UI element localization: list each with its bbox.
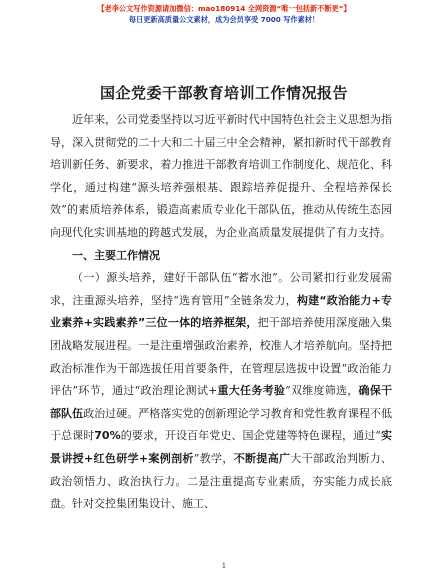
document-body <box>50 109 392 516</box>
bold-emphasis: 不断提高广 <box>233 451 291 465</box>
promo-banner <box>0 3 448 25</box>
bold-emphasis: 70% <box>94 429 121 443</box>
section-heading-main-work: 一、主要工作情况 <box>72 248 160 262</box>
intro-paragraph: 近年来，公司党委坚持以习近平新时代中国特色社会主义思想为指导，深入贯彻党的二十大和二十届三中全会精神，紧扣新时代干部教育培训新任务、新要求，着力推进干部教育培训工作制度化、规范化、科学化，通过构建“源头培养强根基、跟踪培养促提升、全程培养保长效”的素质培养体系，锻造高素质专业化干部队伍，推动从传统生态园向现代化实训基地的跨越式发展，为企业高质量发展提供了有力支持。 <box>50 113 392 239</box>
paragraph-text: 大干部政治判断力、政治领悟力、政治执行力。二是注重提高专业素质，夯实能力成长底盘。针对交控集团集设计、施工、 <box>50 451 393 511</box>
bold-emphasis: 构建“政治能力+专业素养+实践素养”三位一体的培养框架， <box>50 293 392 330</box>
paragraph-text: 的要求，开设百年党史、国企党建等特色课程，通过“ <box>120 429 381 443</box>
bold-emphasis: 重大任务考验 <box>217 384 286 398</box>
promo-banner-line-1: 【老李公文写作资源请加微信：mao180914 全网资源“唯一包括新不断更”】 <box>97 4 351 13</box>
paragraph-text: ”教学， <box>193 451 234 465</box>
paragraph-source-training <box>50 267 392 516</box>
promo-banner-line-2: 每日更新高质量公文素材，成为会员享受 7000 写作素材！ <box>128 15 320 24</box>
document-title: 国企党委干部教育培训工作情况报告 <box>99 84 348 102</box>
bold-emphasis: 确保干部队伍 <box>50 384 393 420</box>
paragraph-text: ”双维度筛选， <box>285 384 359 398</box>
bold-emphasis: 实景讲授+红色研学+案例剖析 <box>50 429 393 465</box>
paragraph-text: （一）源头培养，建好干部队伍“蓄水池”。公司紧扣行业发展需求，注重源头培养，坚持“选育管用”全链条发力， <box>50 271 392 307</box>
paragraph-text: 把干部培养使用深度融入集团战略发展进程。一是注重增强政治素养，校准人才培养航向。坚持把政治标准作为干部选拔任用首要条件，在管理层选拔中设置“政治能力评估”环节，通过“政治理论测试+ <box>50 316 392 398</box>
paragraph-text: 政治过硬。严格落实党的创新理论学习教育和党性教育课程不低于总课时 <box>50 406 393 443</box>
page-number: 1 <box>221 562 227 570</box>
